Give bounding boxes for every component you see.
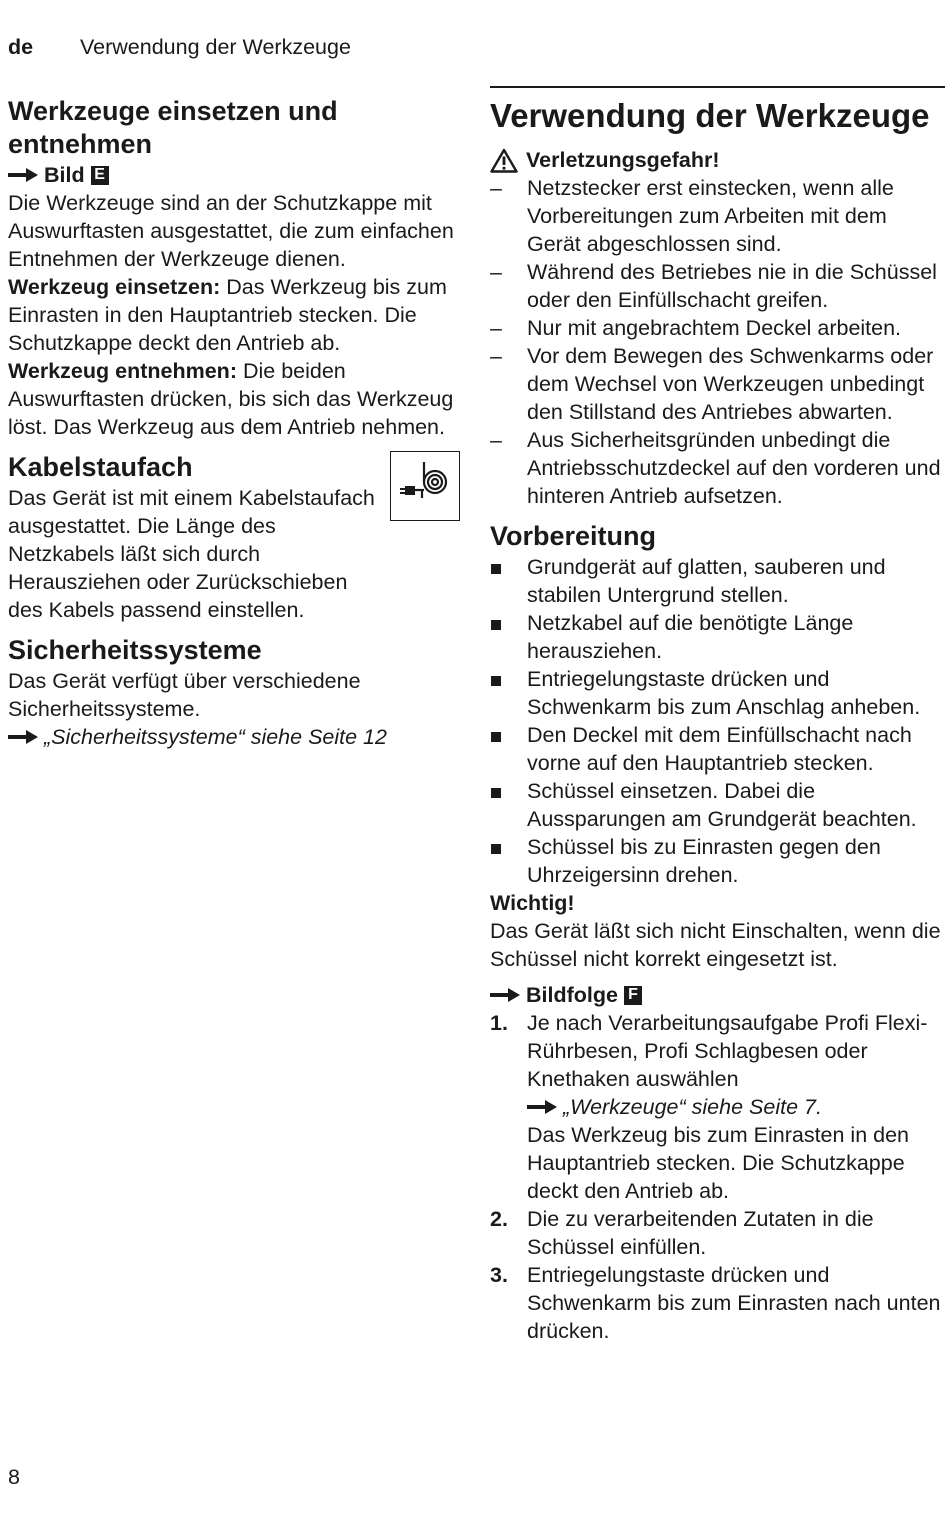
warning-label: Verletzungsgefahr! (526, 148, 720, 172)
figure-sequence-reference (490, 981, 945, 1009)
left-column (8, 95, 466, 751)
paragraph: Werkzeug entnehmen: Die beiden Auswurftasten drücken, bis sich das Werkzeug löst. Das Werkzeug aus dem Antrieb nehmen. (8, 359, 454, 439)
arrow-right-icon (490, 988, 520, 1002)
arrow-right-icon (8, 730, 38, 744)
list-item: – Netzstecker erst einstecken, wenn alle Vorbereitungen zum Arbeiten mit dem Gerät abgeschlossen sind. (490, 176, 894, 256)
figure-reference-label: Bild (44, 163, 85, 187)
list-item: Schüssel einsetzen. Dabei die Aussparungen am Grundgerät beachten. (490, 777, 945, 833)
list-item: Schüssel bis zu Einrasten gegen den Uhrzeigersinn drehen. (490, 833, 945, 889)
important-text: Das Gerät läßt sich nicht Einschalten, wenn die Schüssel nicht korrekt eingesetzt ist. (490, 919, 941, 971)
figure-reference (8, 161, 466, 189)
list-item: Den Deckel mit dem Einfüllschacht nach vorne auf den Hauptantrieb stecken. (490, 721, 945, 777)
list-item: – Nur mit angebrachtem Deckel arbeiten. (490, 316, 902, 340)
paragraph: Die Werkzeuge sind an der Schutzkappe mit Auswurftasten ausgestattet, die zum einfachen Entnehmen der Werkzeuge dienen. (8, 191, 454, 271)
section-heading-safety: Sicherheitssysteme (8, 635, 262, 665)
page-reference[interactable]: „Werkzeuge“ siehe Seite 7. (527, 1093, 945, 1121)
figure-letter-badge: E (91, 166, 109, 185)
paragraph: Werkzeug einsetzen: Das Werkzeug bis zum Einrasten in den Hauptantrieb stecken. Die Schutzkappe deckt den Antrieb ab. (8, 275, 447, 355)
page-reference-text: „Sicherheitssysteme“ siehe Seite 12 (44, 725, 387, 749)
preparation-list (490, 553, 945, 889)
list-item: Entriegelungstaste drücken und Schwenkarm bis zum Anschlag anheben. (490, 665, 945, 721)
step-item: 2. Die zu verarbeitenden Zutaten in die Schüssel einfüllen. (490, 1207, 874, 1259)
list-item: – Während des Betriebes nie in die Schüssel oder den Einfüllschacht greifen. (490, 260, 937, 312)
steps-list (490, 1009, 945, 1345)
figure-letter-badge: F (624, 986, 642, 1005)
warning-list (490, 174, 945, 510)
arrow-right-icon (8, 168, 38, 182)
language-code: de (8, 35, 34, 59)
cable-storage-icon (390, 451, 460, 521)
figure-sequence-label: Bildfolge (526, 983, 618, 1007)
list-item: – Vor dem Bewegen des Schwenkarms oder dem Wechsel von Werkzeugen unbedingt den Stillstand des Antriebes abwarten. (490, 344, 934, 424)
list-item: Grundgerät auf glatten, sauberen und stabilen Untergrund stellen. (490, 553, 945, 609)
list-item: – Aus Sicherheitsgründen unbedingt die Antriebsschutzdeckel auf den vorderen und hinteren Antrieb aufsetzen. (490, 428, 941, 508)
paragraph: Das Gerät verfügt über verschiedene Sicherheitssysteme. (8, 669, 361, 721)
warning-triangle-icon (490, 148, 518, 173)
section-heading-usage: Verwendung der Werkzeuge (490, 97, 930, 134)
step-item: 1. Je nach Verarbeitungsaufgabe Profi Flexi-Rührbesen, Profi Schlagbesen oder Knethaken auswählen „Werkzeuge“ siehe Seite 7. Das Werkzeug bis zum Einrasten in den Hauptantrieb stecken. Die Schutzkappe deckt den Antrieb ab. (490, 1009, 945, 1205)
page-header (8, 33, 351, 61)
step-item: 3. Entriegelungstaste drücken und Schwenkarm bis zum Einrasten nach unten drücken. (490, 1263, 941, 1343)
section-heading-tools-insert: Werkzeuge einsetzen und entnehmen (8, 96, 338, 159)
cable-storage-section (8, 451, 466, 624)
paragraph: Das Gerät ist mit einem Kabelstaufach ausgestattet. Die Länge des Netzkabels läßt sich durch Herausziehen oder Zurückschieben des Kabels passend einstellen. (8, 486, 375, 622)
header-title: Verwendung der Werkzeuge (80, 35, 351, 59)
warning-heading (490, 146, 945, 174)
page-number: 8 (8, 1465, 20, 1489)
arrow-right-icon (527, 1100, 557, 1114)
right-column (490, 86, 945, 1345)
bold-term: Werkzeug einsetzen: (8, 275, 221, 299)
section-heading-cable-storage: Kabelstaufach (8, 452, 193, 482)
bold-term: Werkzeug entnehmen: (8, 359, 237, 383)
page-reference[interactable] (8, 723, 466, 751)
section-heading-preparation: Vorbereitung (490, 521, 657, 551)
list-item: Netzkabel auf die benötigte Länge herausziehen. (490, 609, 945, 665)
important-label: Wichtig! (490, 891, 575, 915)
